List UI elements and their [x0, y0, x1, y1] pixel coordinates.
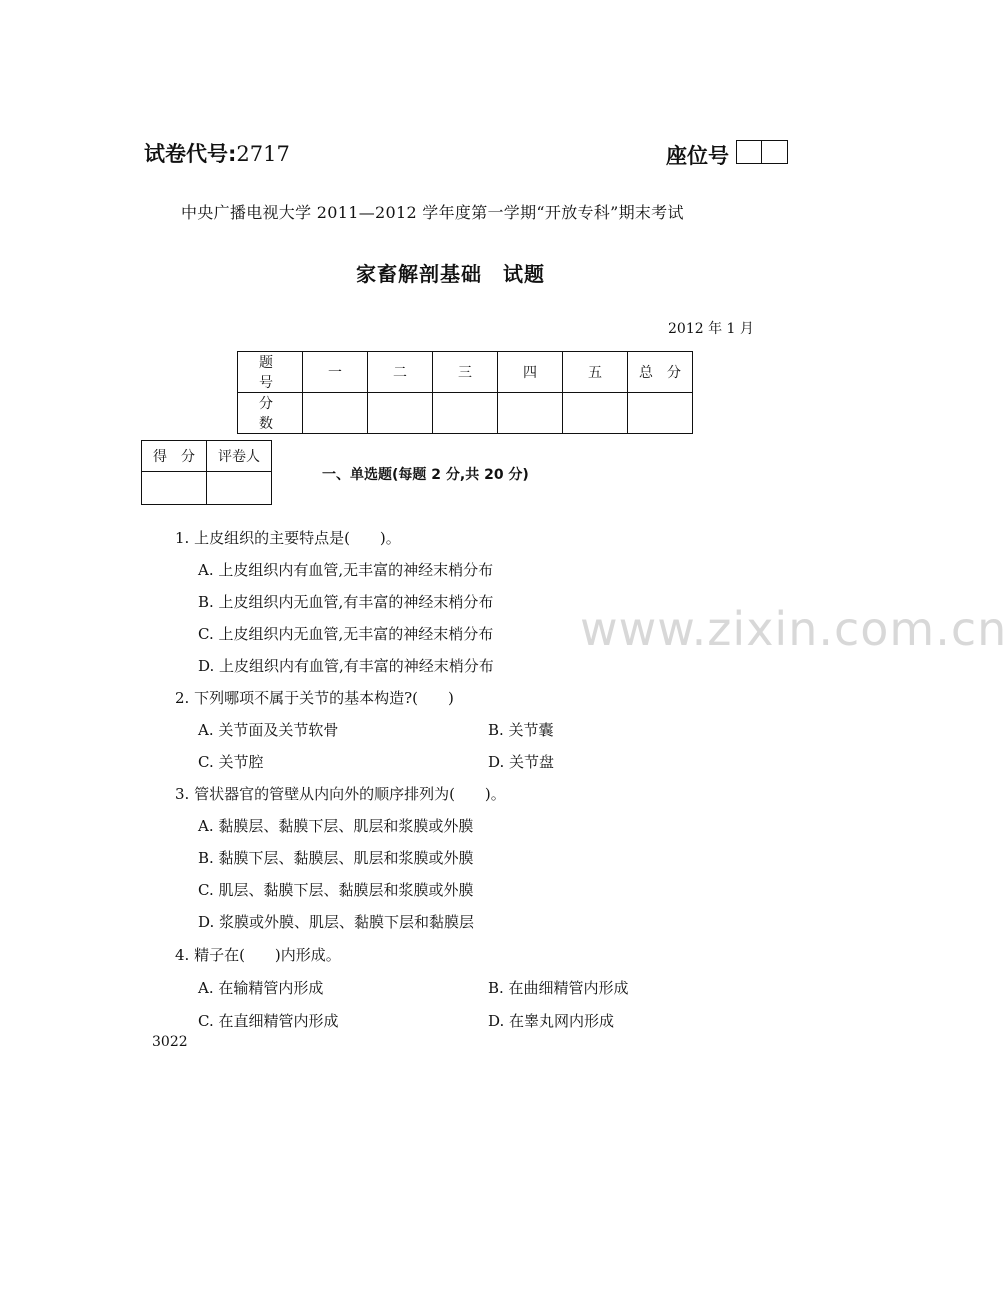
- section-heading: 一、单选题(每题 2 分,共 20 分): [322, 467, 529, 483]
- grader-name-label: 评卷人: [207, 441, 272, 472]
- paper-code: [144, 138, 290, 168]
- question-option: D. 关节盘: [488, 753, 555, 771]
- score-table-cell: 分 数: [238, 393, 303, 434]
- seat-number-box: [736, 140, 788, 164]
- paper-code-number: 2717: [236, 142, 290, 166]
- question-option: C. 肌层、黏膜下层、黏膜层和浆膜或外膜: [198, 881, 474, 899]
- question-option: C. 关节腔: [198, 753, 264, 771]
- score-table-cell: 二: [368, 352, 433, 393]
- score-table-header-row: [238, 352, 693, 393]
- question-option: D. 上皮组织内有血管,有丰富的神经末梢分布: [198, 657, 494, 675]
- question-option: A. 在输精管内形成: [198, 979, 324, 997]
- score-table-cell: 五: [563, 352, 628, 393]
- grader-table: [141, 440, 272, 505]
- score-table-cell: 三: [433, 352, 498, 393]
- question-option: B. 上皮组织内无血管,有丰富的神经末梢分布: [198, 593, 494, 611]
- watermark: www.zixin.com.cn: [580, 602, 1007, 656]
- question-option: D. 浆膜或外膜、肌层、黏膜下层和黏膜层: [198, 913, 475, 931]
- score-field: [628, 393, 693, 434]
- grader-score-field: [142, 472, 207, 505]
- score-table: [237, 351, 693, 434]
- question-option: D. 在睾丸网内形成: [488, 1012, 615, 1030]
- grader-name-field: [207, 472, 272, 505]
- question-option: C. 上皮组织内无血管,无丰富的神经末梢分布: [198, 625, 494, 643]
- score-field: [433, 393, 498, 434]
- score-table-cell: 题 号: [238, 352, 303, 393]
- score-field: [498, 393, 563, 434]
- seat-number-label: 座位号: [666, 144, 729, 168]
- question-stem: 4. 精子在( )内形成。: [175, 946, 341, 964]
- question-option: A. 关节面及关节软骨: [198, 721, 339, 739]
- exam-header: 中央广播电视大学 2011—2012 学年度第一学期“开放专科”期末考试: [181, 203, 684, 222]
- question-option: B. 在曲细精管内形成: [488, 979, 629, 997]
- page-footer-code: 3022: [152, 1034, 188, 1050]
- exam-title: 家畜解剖基础 试题: [356, 262, 545, 286]
- question-option: B. 关节囊: [488, 721, 554, 739]
- score-table-cell: 四: [498, 352, 563, 393]
- paper-code-label: 试卷代号:: [144, 142, 237, 166]
- question-stem: 3. 管状器官的管壁从内向外的顺序排列为( )。: [175, 785, 506, 803]
- exam-date: 2012 年 1 月: [668, 321, 754, 337]
- grader-score-label: 得 分: [142, 441, 207, 472]
- question-option: A. 黏膜层、黏膜下层、肌层和浆膜或外膜: [198, 817, 474, 835]
- score-table-cell: 一: [303, 352, 368, 393]
- question-option: B. 黏膜下层、黏膜层、肌层和浆膜或外膜: [198, 849, 474, 867]
- question-option: A. 上皮组织内有血管,无丰富的神经末梢分布: [198, 561, 494, 579]
- score-field: [368, 393, 433, 434]
- question-option: C. 在直细精管内形成: [198, 1012, 339, 1030]
- score-field: [563, 393, 628, 434]
- question-stem: 1. 上皮组织的主要特点是( )。: [175, 529, 401, 547]
- score-table-cell: 总 分: [628, 352, 693, 393]
- score-field: [303, 393, 368, 434]
- score-table-score-row: [238, 393, 693, 434]
- question-stem: 2. 下列哪项不属于关节的基本构造?( ): [175, 689, 454, 707]
